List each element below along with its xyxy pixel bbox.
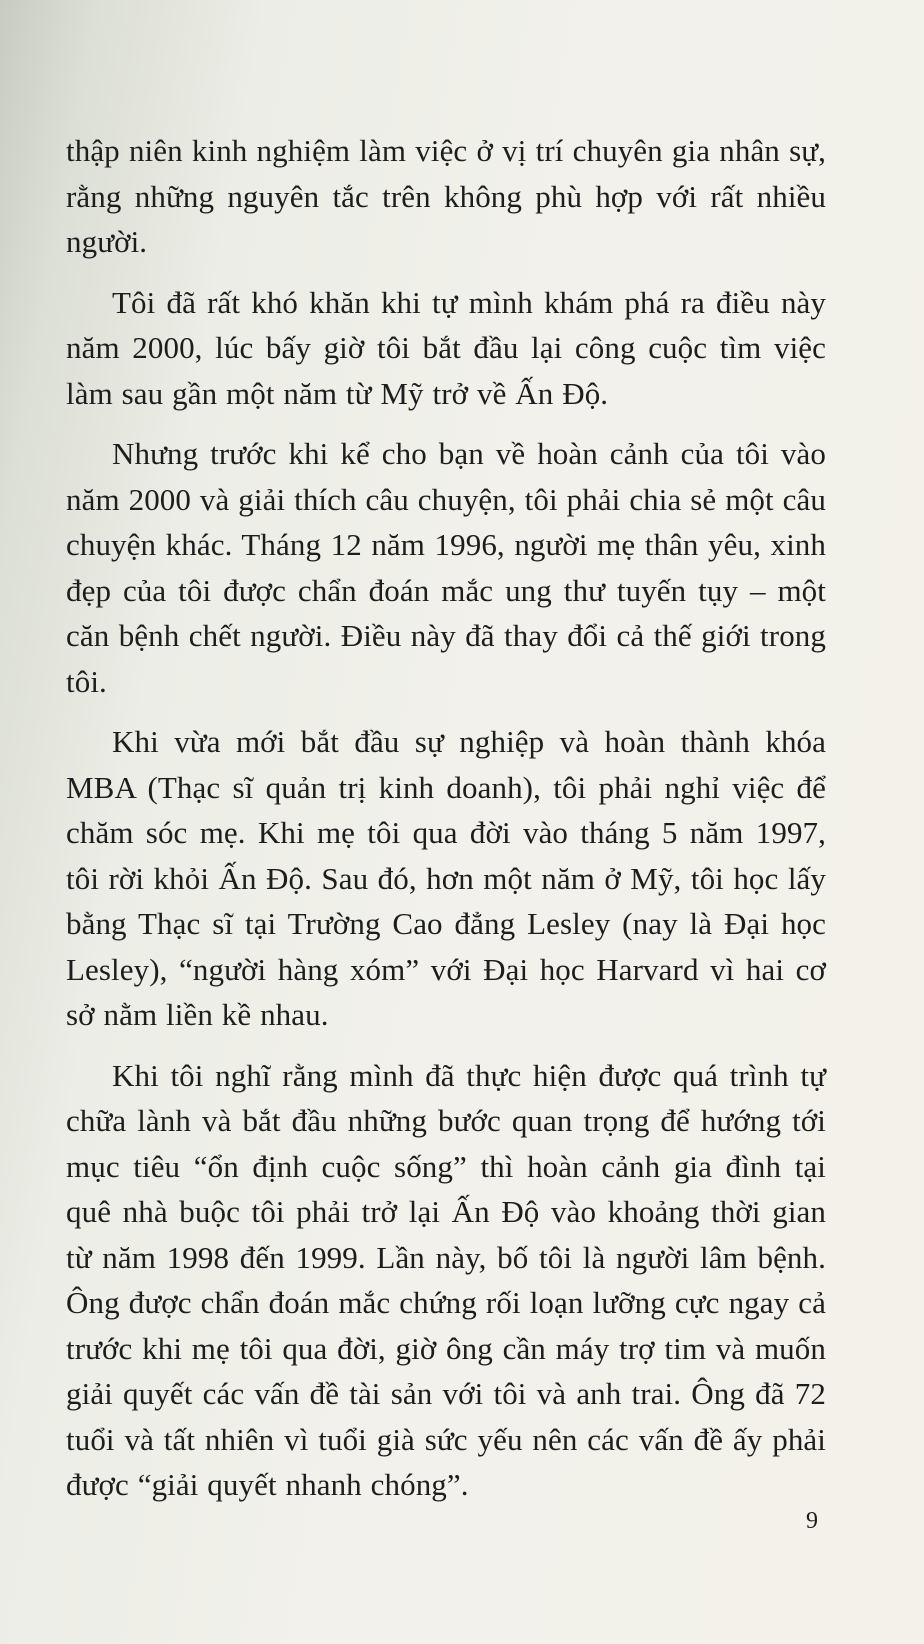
- paragraph-2: Tôi đã rất khó khăn khi tự mình khám phá ra điều này năm 2000, lúc bấy giờ tôi bắt đầu lại công cuộc tìm việc làm sau gần một năm từ Mỹ trở về Ấn Độ.: [66, 284, 826, 411]
- paragraph-4: Khi vừa mới bắt đầu sự nghiệp và hoàn thành khóa MBA (Thạc sĩ quản trị kinh doanh), tôi phải nghỉ việc để chăm sóc mẹ. Khi mẹ tôi qua đời vào tháng 5 năm 1997, tôi rời khỏi Ấn Độ. Sau đó, hơn một năm ở Mỹ, tôi học lấy bằng Thạc sĩ tại Trường Cao đẳng Lesley (nay là Đại học Lesley), “người hàng xóm” với Đại học Harvard vì hai cơ sở nằm liền kề nhau.: [66, 724, 826, 1032]
- paragraph-1: thập niên kinh nghiệm làm việc ở vị trí chuyên gia nhân sự, rằng những nguyên tắc trên không phù hợp với rất nhiều người.: [66, 133, 826, 259]
- page-number: 9: [806, 1508, 818, 1534]
- paragraph-3: Nhưng trước khi kể cho bạn về hoàn cảnh của tôi vào năm 2000 và giải thích câu chuyện, tôi phải chia sẻ một câu chuyện khác. Tháng 12 năm 1996, người mẹ thân yêu, xinh đẹp của tôi được chẩn đoán mắc ung thư tuyến tụy – một căn bệnh chết người. Điều này đã thay đổi cả thế giới trong tôi.: [66, 436, 826, 699]
- paragraph-5: Khi tôi nghĩ rằng mình đã thực hiện được quá trình tự chữa lành và bắt đầu những bước quan trọng để hướng tới mục tiêu “ổn định cuộc sống” thì hoàn cảnh gia đình tại quê nhà buộc tôi phải trở lại Ấn Độ vào khoảng thời gian từ năm 1998 đến 1999. Lần này, bố tôi là người lâm bệnh. Ông được chẩn đoán mắc chứng rối loạn lưỡng cực ngay cả trước khi mẹ tôi qua đời, giờ ông cần máy trợ tim và muốn giải quyết các vấn đề tài sản với tôi và anh trai. Ông đã 72 tuổi và tất nhiên vì tuổi già sức yếu nên các vấn đề ấy phải được “giải quyết nhanh chóng”.: [66, 1057, 826, 1502]
- body-text: [66, 128, 826, 1508]
